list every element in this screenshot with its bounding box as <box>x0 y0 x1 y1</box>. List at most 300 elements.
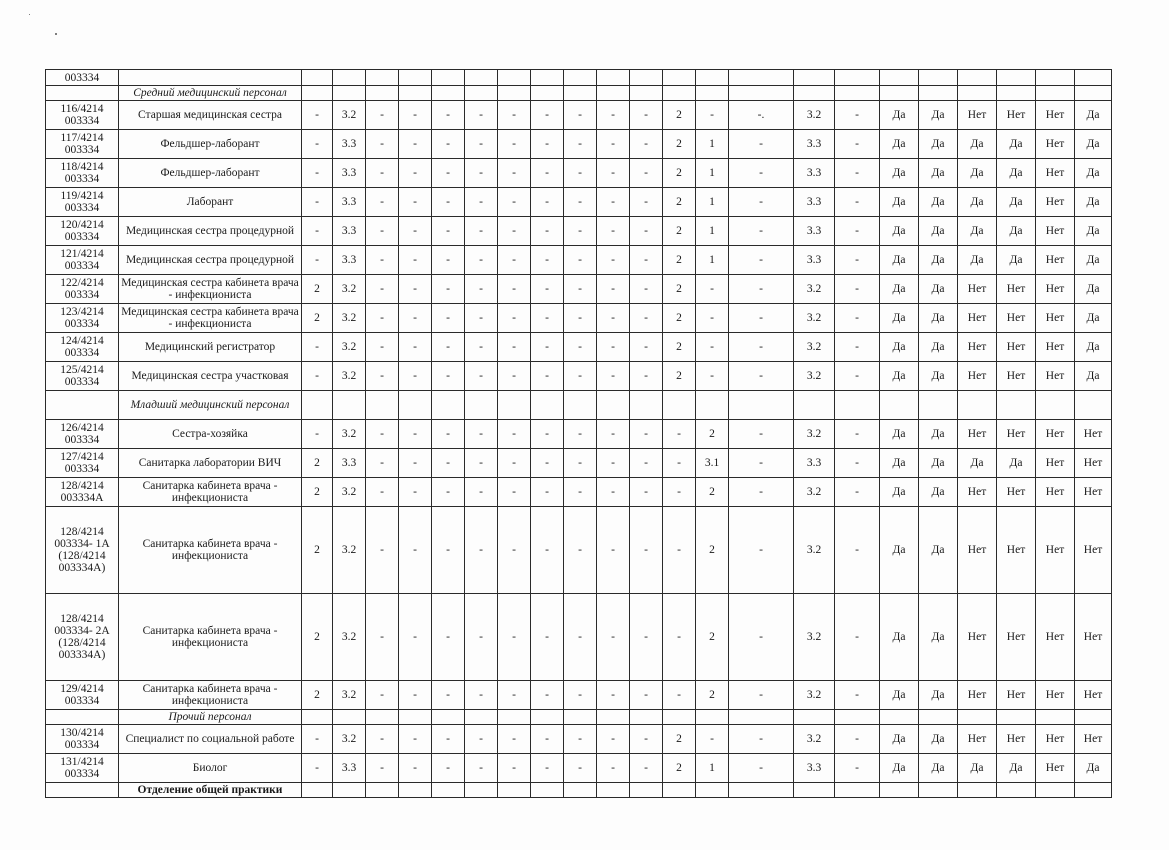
value-cell: 3.3 <box>333 449 366 478</box>
position-name: Старшая медицинская сестра <box>119 101 302 130</box>
value-cell: 3.2 <box>333 681 366 710</box>
value-cell: - <box>366 362 399 391</box>
value-cell: - <box>399 333 432 362</box>
value-cell: - <box>432 101 465 130</box>
value-cell: 3.3 <box>794 159 835 188</box>
empty-cell <box>119 70 302 86</box>
empty-cell <box>302 391 333 420</box>
empty-cell <box>366 783 399 798</box>
value-cell: 3.2 <box>333 304 366 333</box>
value-cell: Нет <box>1036 246 1075 275</box>
value-cell: Нет <box>958 304 997 333</box>
value-cell: Нет <box>997 478 1036 507</box>
position-name: Санитарка кабинета врача - инфекциониста <box>119 507 302 594</box>
value-cell: - <box>564 725 597 754</box>
value-cell: - <box>432 333 465 362</box>
value-cell: Да <box>1075 217 1112 246</box>
value-cell: - <box>835 449 880 478</box>
section-row <box>46 86 1112 101</box>
empty-cell <box>531 391 564 420</box>
value-cell: Да <box>919 275 958 304</box>
table-row <box>46 681 1112 710</box>
value-cell: Нет <box>958 362 997 391</box>
value-cell: - <box>696 362 729 391</box>
value-cell: - <box>531 217 564 246</box>
value-cell: - <box>630 246 663 275</box>
position-name: Медицинская сестра процедурной <box>119 217 302 246</box>
value-cell: - <box>498 130 531 159</box>
value-cell: 2 <box>663 217 696 246</box>
value-cell: - <box>399 420 432 449</box>
value-cell: Нет <box>1036 130 1075 159</box>
value-cell: 3.2 <box>794 594 835 681</box>
empty-cell <box>1036 391 1075 420</box>
value-cell: - <box>835 304 880 333</box>
value-cell: - <box>432 246 465 275</box>
value-cell: Нет <box>997 594 1036 681</box>
value-cell: Нет <box>1036 420 1075 449</box>
value-cell: - <box>366 188 399 217</box>
value-cell: - <box>531 246 564 275</box>
value-cell: Нет <box>1036 101 1075 130</box>
value-cell: Да <box>880 246 919 275</box>
value-cell: Да <box>919 333 958 362</box>
value-cell: - <box>564 246 597 275</box>
value-cell: - <box>498 754 531 783</box>
value-cell: - <box>729 449 794 478</box>
value-cell: 1 <box>696 217 729 246</box>
value-cell: 2 <box>302 507 333 594</box>
value-cell: 2 <box>663 725 696 754</box>
value-cell: Да <box>880 188 919 217</box>
value-cell: - <box>835 217 880 246</box>
empty-cell <box>958 710 997 725</box>
empty-cell <box>729 710 794 725</box>
position-name: Медицинский регистратор <box>119 333 302 362</box>
value-cell: - <box>465 725 498 754</box>
table-row <box>46 420 1112 449</box>
value-cell: 2 <box>663 130 696 159</box>
value-cell: Да <box>919 754 958 783</box>
value-cell: - <box>531 362 564 391</box>
value-cell: - <box>696 725 729 754</box>
value-cell: - <box>597 217 630 246</box>
value-cell: Нет <box>1036 304 1075 333</box>
empty-cell <box>696 86 729 101</box>
value-cell: 2 <box>663 101 696 130</box>
table-row <box>46 594 1112 681</box>
value-cell: - <box>465 754 498 783</box>
value-cell: - <box>498 188 531 217</box>
value-cell: - <box>835 420 880 449</box>
value-cell: - <box>465 304 498 333</box>
empty-cell <box>531 710 564 725</box>
empty-cell <box>835 783 880 798</box>
value-cell: - <box>564 275 597 304</box>
empty-cell <box>663 391 696 420</box>
value-cell: - <box>399 362 432 391</box>
value-cell: - <box>597 449 630 478</box>
value-cell: - <box>663 420 696 449</box>
value-cell: Да <box>919 101 958 130</box>
value-cell: - <box>366 507 399 594</box>
value-cell: 3.2 <box>333 362 366 391</box>
value-cell: - <box>729 754 794 783</box>
value-cell: - <box>399 725 432 754</box>
value-cell: - <box>432 507 465 594</box>
table-row <box>46 449 1112 478</box>
value-cell: - <box>531 478 564 507</box>
value-cell: Да <box>919 362 958 391</box>
position-name: Специалист по социальной работе <box>119 725 302 754</box>
value-cell: - <box>729 333 794 362</box>
value-cell: 3.3 <box>794 130 835 159</box>
value-cell: 2 <box>302 449 333 478</box>
value-cell: - <box>564 681 597 710</box>
value-cell: - <box>531 275 564 304</box>
value-cell: - <box>302 725 333 754</box>
value-cell: - <box>597 594 630 681</box>
value-cell: 1 <box>696 188 729 217</box>
value-cell: - <box>366 101 399 130</box>
empty-cell <box>1075 783 1112 798</box>
value-cell: - <box>531 333 564 362</box>
value-cell: 2 <box>302 304 333 333</box>
value-cell: Нет <box>958 594 997 681</box>
value-cell: 2 <box>663 188 696 217</box>
value-cell: Нет <box>1036 478 1075 507</box>
empty-cell <box>302 86 333 101</box>
value-cell: - <box>729 275 794 304</box>
value-cell: - <box>729 217 794 246</box>
department-heading: Отделение общей практики <box>119 783 302 798</box>
value-cell: 3.2 <box>333 275 366 304</box>
value-cell: - <box>432 681 465 710</box>
value-cell: - <box>729 304 794 333</box>
scan-speck <box>29 14 30 15</box>
value-cell: - <box>498 275 531 304</box>
value-cell: - <box>564 217 597 246</box>
value-cell: - <box>630 681 663 710</box>
value-cell: -. <box>729 101 794 130</box>
value-cell: 1 <box>696 754 729 783</box>
value-cell: - <box>630 754 663 783</box>
value-cell: - <box>597 304 630 333</box>
value-cell: - <box>564 333 597 362</box>
value-cell: 3.2 <box>794 420 835 449</box>
value-cell: Нет <box>1075 594 1112 681</box>
workplace-code: 128/4214 003334- 2А (128/4214 003334А) <box>46 594 119 681</box>
value-cell: Нет <box>1036 681 1075 710</box>
value-cell: Да <box>880 594 919 681</box>
value-cell: 3.1 <box>696 449 729 478</box>
value-cell: 3.2 <box>333 478 366 507</box>
workplace-code: 123/4214 003334 <box>46 304 119 333</box>
section-heading: Младший медицинский персонал <box>119 391 302 420</box>
value-cell: - <box>531 754 564 783</box>
empty-cell <box>880 391 919 420</box>
value-cell: - <box>835 130 880 159</box>
workplace-code: 130/4214 003334 <box>46 725 119 754</box>
value-cell: - <box>399 681 432 710</box>
value-cell: - <box>366 420 399 449</box>
value-cell: 3.2 <box>794 725 835 754</box>
value-cell: - <box>729 130 794 159</box>
value-cell: - <box>597 420 630 449</box>
value-cell: Да <box>997 217 1036 246</box>
value-cell: - <box>432 130 465 159</box>
value-cell: - <box>302 101 333 130</box>
value-cell: - <box>564 507 597 594</box>
value-cell: Нет <box>997 101 1036 130</box>
empty-cell <box>564 86 597 101</box>
empty-cell <box>432 391 465 420</box>
value-cell: Да <box>919 507 958 594</box>
table-row <box>46 333 1112 362</box>
value-cell: - <box>729 725 794 754</box>
value-cell: - <box>498 507 531 594</box>
value-cell: - <box>835 507 880 594</box>
table-row <box>46 188 1112 217</box>
empty-cell <box>997 86 1036 101</box>
workplace-code: 128/4214 003334- 1А (128/4214 003334А) <box>46 507 119 594</box>
value-cell: Да <box>880 333 919 362</box>
value-cell: - <box>465 217 498 246</box>
value-cell: - <box>302 754 333 783</box>
value-cell: - <box>729 420 794 449</box>
value-cell: - <box>498 304 531 333</box>
value-cell: Да <box>1075 275 1112 304</box>
position-name: Лаборант <box>119 188 302 217</box>
empty-cell <box>997 783 1036 798</box>
empty-cell <box>498 86 531 101</box>
value-cell: - <box>399 246 432 275</box>
value-cell: - <box>531 681 564 710</box>
value-cell: Да <box>997 188 1036 217</box>
value-cell: - <box>531 188 564 217</box>
value-cell: - <box>432 754 465 783</box>
empty-cell <box>531 783 564 798</box>
empty-cell <box>302 710 333 725</box>
value-cell: 2 <box>302 594 333 681</box>
value-cell: - <box>531 420 564 449</box>
value-cell: - <box>663 594 696 681</box>
value-cell: - <box>366 304 399 333</box>
table-row <box>46 507 1112 594</box>
value-cell: 2 <box>696 594 729 681</box>
workplace-code: 126/4214 003334 <box>46 420 119 449</box>
empty-cell <box>432 710 465 725</box>
value-cell: - <box>663 681 696 710</box>
value-cell: - <box>531 725 564 754</box>
value-cell: 3.2 <box>333 507 366 594</box>
value-cell: - <box>399 754 432 783</box>
value-cell: 3.2 <box>794 275 835 304</box>
empty-cell <box>366 710 399 725</box>
value-cell: - <box>597 754 630 783</box>
value-cell: - <box>366 275 399 304</box>
value-cell: - <box>597 507 630 594</box>
empty-cell <box>597 783 630 798</box>
empty-cell <box>630 783 663 798</box>
value-cell: 2 <box>696 507 729 594</box>
value-cell: - <box>399 188 432 217</box>
value-cell: - <box>835 362 880 391</box>
value-cell: 2 <box>696 420 729 449</box>
value-cell: Нет <box>1036 362 1075 391</box>
value-cell: 3.2 <box>794 681 835 710</box>
workplace-code: 003334 <box>46 70 119 86</box>
empty-cell <box>1075 391 1112 420</box>
value-cell: - <box>399 101 432 130</box>
value-cell: - <box>630 188 663 217</box>
value-cell: - <box>531 130 564 159</box>
empty-cell <box>597 710 630 725</box>
value-cell: - <box>663 449 696 478</box>
value-cell: Да <box>1075 159 1112 188</box>
value-cell: - <box>630 420 663 449</box>
value-cell: Да <box>880 275 919 304</box>
value-cell: - <box>630 507 663 594</box>
table-row <box>46 275 1112 304</box>
value-cell: - <box>696 333 729 362</box>
value-cell: - <box>729 478 794 507</box>
empty-cell <box>663 86 696 101</box>
value-cell: - <box>498 217 531 246</box>
position-name: Санитарка кабинета врача - инфекциониста <box>119 478 302 507</box>
value-cell: Нет <box>1036 217 1075 246</box>
empty-cell <box>399 391 432 420</box>
value-cell: - <box>465 362 498 391</box>
value-cell: - <box>465 130 498 159</box>
section-row <box>46 710 1112 725</box>
empty-cell <box>997 710 1036 725</box>
value-cell: - <box>432 275 465 304</box>
value-cell: 3.2 <box>333 725 366 754</box>
value-cell: Да <box>880 159 919 188</box>
value-cell: - <box>302 246 333 275</box>
value-cell: Да <box>880 304 919 333</box>
value-cell: - <box>498 449 531 478</box>
value-cell: Да <box>958 246 997 275</box>
position-name: Сестра-хозяйка <box>119 420 302 449</box>
value-cell: - <box>597 188 630 217</box>
value-cell: - <box>498 362 531 391</box>
empty-cell <box>333 391 366 420</box>
value-cell: Да <box>1075 246 1112 275</box>
table-row <box>46 725 1112 754</box>
value-cell: Нет <box>1075 681 1112 710</box>
value-cell: - <box>729 681 794 710</box>
value-cell: Нет <box>1036 594 1075 681</box>
value-cell: - <box>465 449 498 478</box>
value-cell: Нет <box>958 478 997 507</box>
value-cell: Да <box>880 507 919 594</box>
position-name: Фельдшер-лаборант <box>119 130 302 159</box>
value-cell: - <box>597 681 630 710</box>
empty-cell <box>630 86 663 101</box>
value-cell: - <box>835 478 880 507</box>
value-cell: - <box>531 304 564 333</box>
value-cell: - <box>531 159 564 188</box>
empty-cell <box>1036 783 1075 798</box>
empty-cell <box>302 783 333 798</box>
empty-cell <box>432 783 465 798</box>
position-name: Биолог <box>119 754 302 783</box>
empty-cell <box>630 391 663 420</box>
value-cell: 3.3 <box>333 217 366 246</box>
empty-cell <box>729 86 794 101</box>
value-cell: Да <box>1075 754 1112 783</box>
value-cell: 3.3 <box>794 246 835 275</box>
value-cell: 3.3 <box>333 246 366 275</box>
value-cell: Да <box>880 681 919 710</box>
value-cell: Да <box>997 130 1036 159</box>
value-cell: Нет <box>958 420 997 449</box>
value-cell: - <box>630 159 663 188</box>
empty-cell <box>663 710 696 725</box>
value-cell: Нет <box>997 333 1036 362</box>
value-cell: - <box>630 217 663 246</box>
value-cell: - <box>366 333 399 362</box>
value-cell: - <box>564 362 597 391</box>
value-cell: Нет <box>958 681 997 710</box>
empty-cell <box>835 391 880 420</box>
value-cell: - <box>835 159 880 188</box>
empty-cell <box>564 391 597 420</box>
value-cell: Нет <box>1075 449 1112 478</box>
value-cell: Да <box>919 449 958 478</box>
value-cell: - <box>597 101 630 130</box>
value-cell: Да <box>919 304 958 333</box>
value-cell: - <box>564 130 597 159</box>
empty-cell <box>46 86 119 101</box>
value-cell: Нет <box>958 333 997 362</box>
value-cell: - <box>465 420 498 449</box>
value-cell: - <box>465 333 498 362</box>
value-cell: Да <box>1075 304 1112 333</box>
value-cell: - <box>835 725 880 754</box>
value-cell: - <box>366 725 399 754</box>
empty-cell <box>880 86 919 101</box>
table-row <box>46 159 1112 188</box>
value-cell: - <box>564 754 597 783</box>
value-cell: Да <box>919 130 958 159</box>
value-cell: - <box>366 130 399 159</box>
value-cell: 3.3 <box>794 217 835 246</box>
value-cell: - <box>465 681 498 710</box>
value-cell: Нет <box>1075 725 1112 754</box>
value-cell: - <box>366 246 399 275</box>
empty-cell <box>564 783 597 798</box>
empty-cell <box>597 391 630 420</box>
value-cell: - <box>432 478 465 507</box>
value-cell: Да <box>880 362 919 391</box>
value-cell: Да <box>880 754 919 783</box>
workplace-code: 124/4214 003334 <box>46 333 119 362</box>
workplace-code: 127/4214 003334 <box>46 449 119 478</box>
value-cell: - <box>465 594 498 681</box>
value-cell: Да <box>997 246 1036 275</box>
value-cell: - <box>432 449 465 478</box>
empty-cell <box>465 783 498 798</box>
value-cell: 2 <box>302 681 333 710</box>
value-cell: 2 <box>663 362 696 391</box>
value-cell: - <box>432 362 465 391</box>
value-cell: - <box>564 594 597 681</box>
position-name: Медицинская сестра участковая <box>119 362 302 391</box>
value-cell: - <box>729 362 794 391</box>
